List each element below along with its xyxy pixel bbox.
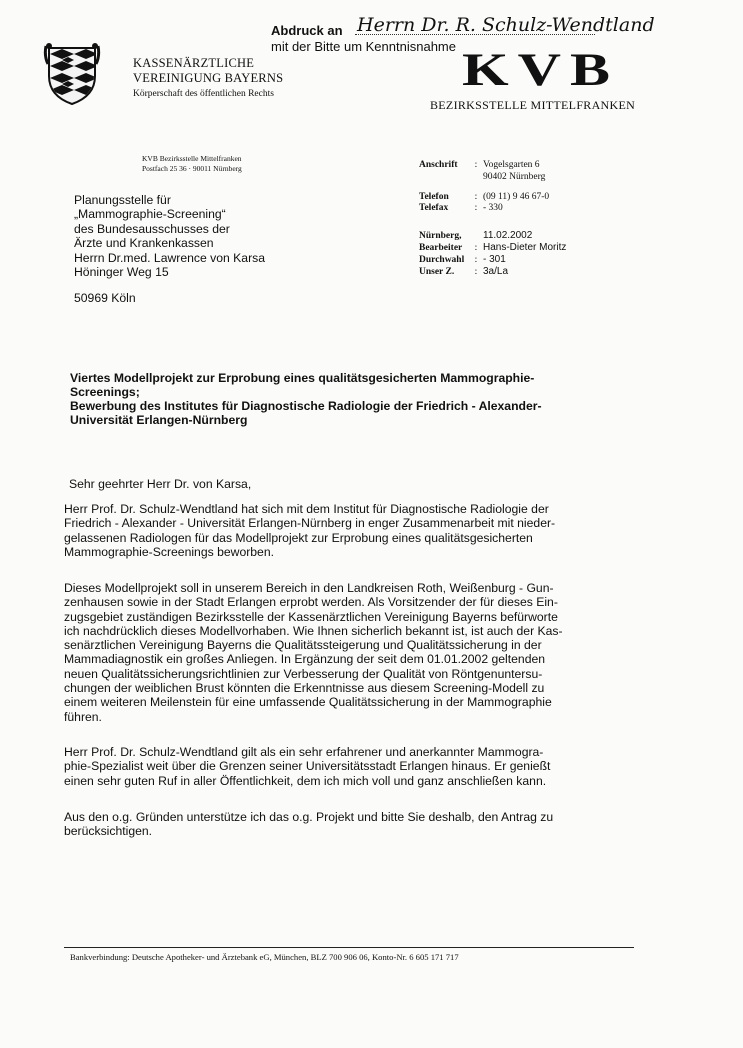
bank-details: Bankverbindung: Deutsche Apotheker- und Ärztebank eG, München, BLZ 700 906 06, Konto-Nr. 6 605 171 717 — [70, 952, 459, 962]
info-date — [419, 230, 532, 241]
paragraph-line: ich nachdrücklich dieses Modellvorhaben. Wie Ihnen sicherlich bekannt ist, ist auch der Kas- — [64, 623, 563, 638]
info-label: Telefax — [419, 203, 449, 213]
stamp-note: mit der Bitte um Kenntnisnahme — [271, 39, 456, 54]
paragraph-line: gelassenen Radiologen für das Modellprojekt zur Erprobung eines qualitätsgesicherten — [64, 530, 533, 545]
recipient-address — [74, 193, 265, 279]
info-extension: Durchwahl : - 301 — [419, 254, 506, 265]
bavarian-emblem-icon — [43, 42, 101, 106]
info-value: (09 11) 9 46 67-0 — [483, 192, 550, 202]
paragraph-line: zugsgebiet zuständigen Bezirksstelle der Kassenärztlichen Vereinigung Bayerns befürworte — [64, 609, 558, 624]
recipient-line: Höninger Weg 15 — [74, 265, 169, 280]
salutation: Sehr geehrter Herr Dr. von Karsa, — [69, 477, 252, 491]
recipient-line: „Mammographie-Screening“ — [74, 207, 226, 222]
paragraph-line: Dieses Modellprojekt soll in unserem Bereich in den Landkreisen Roth, Weißenburg - Gun- — [64, 581, 554, 595]
paragraph-1 — [64, 502, 634, 559]
recipient-line: des Bundesausschusses der — [74, 221, 230, 236]
paragraph-line: einen sehr guten Ruf in aller Öffentlichkeit, dem ich mich voll und ganz anschließen kann. — [64, 773, 547, 788]
subject-line: Universität Erlangen-Nürnberg — [70, 413, 248, 427]
org-name-line2: VEREINIGUNG BAYERNS — [133, 71, 284, 85]
info-phone: Telefon : (09 11) 9 46 67-0 — [419, 192, 550, 202]
recipient-line: Ärzte und Krankenkassen — [74, 236, 214, 251]
info-label: Unser Z. — [419, 267, 455, 277]
branch-name: BEZIRKSSTELLE MITTELFRANKEN — [430, 98, 636, 112]
footer-rule — [64, 947, 634, 948]
recipient-line: Herrn Dr.med. Lawrence von Karsa — [74, 250, 266, 265]
paragraph-line: berücksichtigen. — [64, 824, 153, 839]
info-value: 11.02.2002 — [483, 230, 533, 241]
sender-line1: KVB Bezirksstelle Mittelfranken — [142, 154, 242, 163]
info-label: Anschrift — [419, 160, 458, 170]
paragraph-line: Herr Prof. Dr. Schulz-Wendtland hat sich mit dem Institut für Diagnostische Radiologie der — [64, 502, 549, 516]
paragraph-line: chungen der weiblichen Brust könnten die Erkenntnisse aus diesem Screening-Modell zu — [64, 681, 545, 696]
sender-line2: Postfach 25 36 · 90011 Nürnberg — [142, 164, 242, 173]
paragraph-line: phie-Spezialist weit über die Grenzen seiner Universitätsstadt Erlangen hinaus. Er genießt — [64, 759, 551, 774]
subject-line: Screenings; — [70, 385, 140, 399]
info-reference: Unser Z. : 3a/La — [419, 266, 509, 277]
paragraph-line: zenhausen sowie in der Stadt Erlangen erprobt werden. Als Vorsitzender der für dieses Ein- — [64, 595, 558, 610]
paragraph-3 — [64, 745, 634, 788]
paragraph-line: Mammadiagnostik ein großes Anliegen. In Ergänzung der seit dem 01.01.2002 geltenden — [64, 652, 546, 667]
stamp-dotted-line — [355, 34, 595, 35]
info-address-line2: 90402 Nürnberg — [483, 172, 546, 182]
paragraph-line: führen. — [64, 709, 102, 724]
info-value: Vogelsgarten 6 — [483, 160, 540, 170]
info-label: Telefon — [419, 192, 449, 202]
info-value: - 330 — [483, 203, 503, 213]
paragraph-line: Friedrich - Alexander - Universität Erlangen-Nürnberg in enger Zusammenarbeit mit nieder- — [64, 516, 556, 531]
kvb-logo: KVB — [462, 43, 620, 96]
paragraph-line: neuen Qualitätssicherungsrichtlinien zur Verbesserung der Qualität von Röntgenuntersu- — [64, 666, 543, 681]
subject-line: Viertes Modellprojekt zur Erprobung eines qualitätsgesicherten Mammographie- — [70, 371, 535, 385]
info-label: Bearbeiter — [419, 243, 463, 253]
info-fax: Telefax : - 330 — [419, 203, 503, 213]
info-value: 3a/La — [483, 266, 509, 277]
stamp-label: Abdruck an — [271, 23, 343, 38]
paragraph-line: Herr Prof. Dr. Schulz-Wendtland gilt als ein sehr erfahrener und anerkannter Mammogra- — [64, 745, 544, 759]
recipient-city: 50969 Köln — [74, 291, 136, 305]
letter-subject — [70, 371, 630, 427]
info-editor: Bearbeiter : Hans-Dieter Moritz — [419, 242, 567, 253]
subject-line: Bewerbung des Institutes für Diagnostische Radiologie der Friedrich - Alexander- — [70, 399, 542, 413]
recipient-line: Planungsstelle für — [74, 193, 171, 207]
paragraph-line: Aus den o.g. Gründen unterstütze ich das o.g. Projekt und bitte Sie deshalb, den Antrag zu — [64, 810, 554, 824]
info-label: Nürnberg, — [419, 231, 462, 241]
info-value: - 301 — [483, 254, 506, 265]
paragraph-2 — [64, 581, 634, 724]
paragraph-line: Mammographie-Screenings beworben. — [64, 544, 275, 559]
info-label: Durchwahl — [419, 255, 465, 265]
paragraph-line: senärztlichen Vereinigung Bayerns die Qualitätssteigerung und Qualitätssicherung in der — [64, 638, 542, 653]
handwritten-recipient: Herrn Dr. R. Schulz-Wendtland — [357, 14, 655, 36]
org-legal-form: Körperschaft des öffentlichen Rechts — [133, 89, 274, 99]
paragraph-4 — [64, 810, 634, 839]
paragraph-line: einem weiteren Meilenstein für eine umfassende Qualitätssicherung in der Mammographie — [64, 695, 552, 710]
info-address: Anschrift : Vogelsgarten 6 — [419, 160, 540, 170]
info-value: Hans-Dieter Moritz — [483, 242, 567, 253]
org-name-line1: KASSENÄRZTLICHE — [133, 56, 255, 70]
